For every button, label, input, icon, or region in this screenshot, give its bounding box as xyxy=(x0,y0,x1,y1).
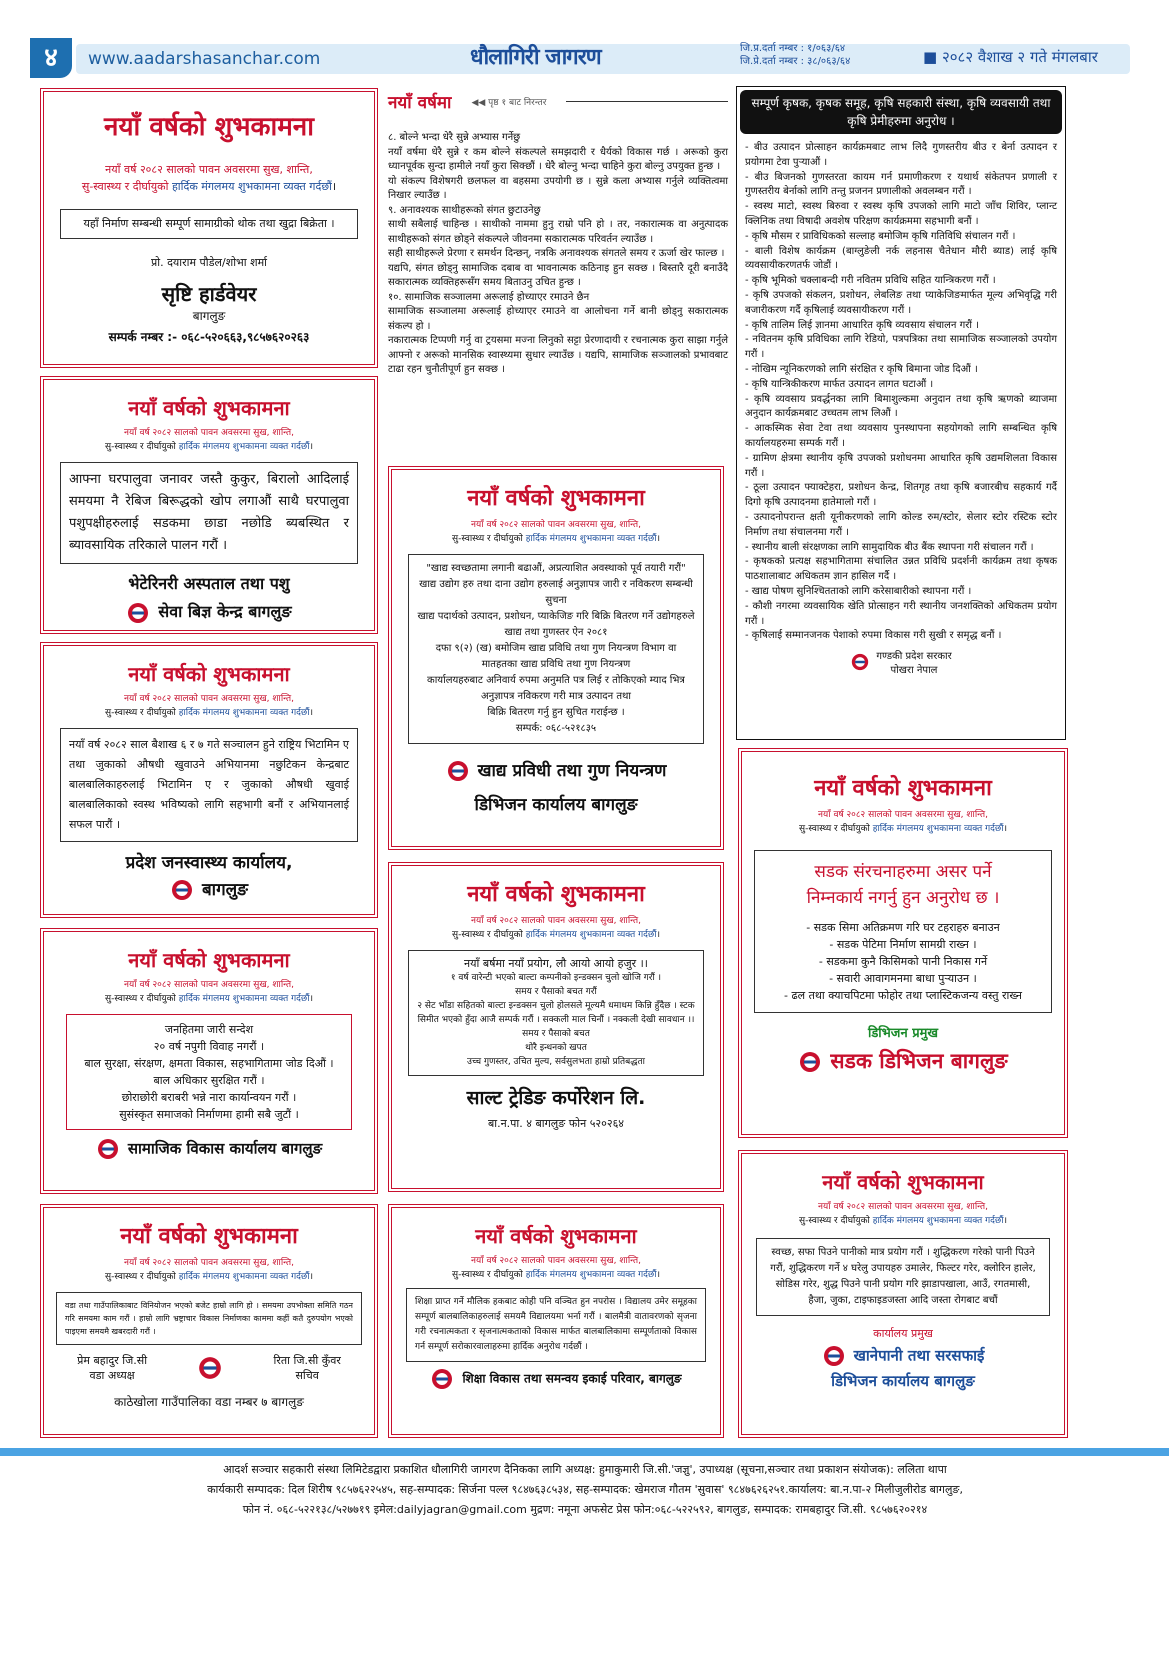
greeting-text: नयाँ वर्ष २०८२ सालको पावन अवसरमा सुख, शान्ति, सु-स्वास्थ्य र दीर्घायुको हार्दिक मंगलमय शुभकामना व्यक्त गर्दछौं। xyxy=(452,1256,660,1280)
ad-message: नयाँ बर्षमा नयाँ प्रयोग, लौ आयो आयो हजुर ।। १ वर्ष वारेन्टी भएको बाल्टा कम्पनीको इन्डक्सन चुलो खोजि गरौं । समय र पैसाको बचत गरौं २ सेट भाँडा सहितको बाल्टा इन्डक्सन चुलो होलसले मूल्यमै धमाधम किन्नि हुँदैछ । स्टक सिमीत भएको हुँदा आजै सम्पर्क गरौं । सक्कली माल चिनौं । नक्कली देखी सावधान ।। समय र पैसाको बचत थोरै इन्धनको खपत उच्च गुणस्तर, उचित मुल्य, सर्वसुलभता हाम्रो प्रतिबद्धता xyxy=(408,950,704,1076)
issuer: गण्डकी प्रदेश सरकार पोखरा नेपाल xyxy=(737,648,1065,676)
ad-health-office xyxy=(40,642,378,918)
nepal-emblem-icon xyxy=(430,1368,454,1390)
nepal-emblem-icon xyxy=(822,1345,846,1367)
masthead: धौलागिरी जागरण xyxy=(470,45,601,70)
org-name: सडक डिभिजन बागलुङ xyxy=(750,1047,1056,1075)
proprietors: प्रो. दयाराम पौडेल/शोभा शर्मा xyxy=(150,256,268,270)
ad-message: स्वच्छ, सफा पिउने पानीको मात्र प्रयोग गरौं । शुद्धिकरण गरेको पानी पिउने गरौं, शुद्धिकरण गर्ने ४ घरेलु उपायहरु उमालेर, फिल्टर गरेर, क्लोरिन हालेर, सोडिस गरेर, शुद्ध पिउने पानी प्रयोग गरि झाडापखाला, आउँ, रगतमासी, हैजा, जुका, टाइफाइडजस्ता आदि जस्ता रोगबाट बचौं xyxy=(756,1238,1050,1316)
nepal-emblem-icon xyxy=(197,1356,223,1380)
ad-srishti-hardware xyxy=(40,88,378,368)
ad-agriculture-appeal xyxy=(736,86,1066,740)
ad-food-technology xyxy=(388,466,724,850)
ad-water-sanitation xyxy=(738,1150,1068,1438)
greeting-text: नयाँ वर्ष २०८२ सालको पावन अवसरमा सुख, शान्ति, सु-स्वास्थ्य र दीर्घायुको हार्दिक मंगलमय शुभकामना व्यक्त गर्दछौं। xyxy=(799,810,1007,835)
footer-bar xyxy=(0,1448,1169,1456)
org-name-line1: भेटेरिनरी अस्पताल तथा पशु xyxy=(128,574,290,593)
org-name-line2: डिभिजन कार्यालय बागलुङ xyxy=(831,1372,975,1390)
ad-title: नयाँ वर्षको शुभकामना xyxy=(128,396,290,420)
ad-title: नयाँ वर्षको शुभकामना xyxy=(128,948,290,972)
ad-message: शिक्षा प्राप्त गर्ने मौलिक हकबाट कोही पनि वञ्चित हुन नपरोस । विद्यालय उमेर समूहका सम्पूर्ण बालबालिकाहरुलाई समयमै विद्यालयमा भर्ना गरौं । बालमैत्री वातावरणको सृजना गरी रचनात्मकता र सृजनात्मकताको विकास मार्फत बालबालिकामा सम्पूर्णताको विकास गर्न सम्पूर्ण सरोकारवालाहरुमा हार्दिक अनुरोध गर्दछौं । xyxy=(406,1288,706,1362)
page-header xyxy=(30,38,1130,78)
website-link[interactable]: www.aadarshasanchar.com xyxy=(88,49,321,69)
imprint-line-2: कार्यकारी सम्पादक: दिल शिरीष ९८५७६२२५४५, सह-सम्पादक: सिर्जना पल्ल ९८४७६३८५३४, सह-सम्पादक: खेमराज गौतम 'सुवास' ९८४७६२६२५१.कार्यालय: बा.न.पा-२ मिलीजुलीरोड बागलुङ, xyxy=(207,1483,963,1496)
ad-title: नयाँ वर्षको शुभकामना xyxy=(814,776,992,801)
org-name: काठेखोला गाउँपालिका वडा नम्बर ७ बागलुङ xyxy=(114,1395,304,1410)
ad-title: नयाँ वर्षको शुभकामना xyxy=(104,112,314,142)
ad-message: आफ्ना घरपालुवा जनावर जस्तै कुकुर, बिरालो आदिलाई समयमा नै रेबिज बिरूद्धको खोप लगाऔं साथै घरपालुवा पशुपक्षीहरुलाई सडकमा छाडा नछोडि ब्यबस्थित र ब्यावसायिक तरिकाले पालन गरौं । xyxy=(60,462,358,564)
greeting-text: नयाँ वर्ष २०८२ सालको पावन अवसरमा सुख, शान्ति, सु-स्वास्थ्य र दीर्घायुको हार्दिक मंगलमय शुभकामना व्यक्त गर्दछौं। xyxy=(105,980,313,1004)
greeting-text: नयाँ वर्ष २०८२ सालको पावन अवसरमा सुख, शान्ति, सु-स्वास्थ्य र दीर्घायुको हार्दिक मंगलमय शुभकामना व्यक्त गर्दछौं। xyxy=(105,694,313,718)
nepal-emblem-icon xyxy=(170,879,194,901)
office-head: कार्यालय प्रमुख xyxy=(873,1327,933,1340)
greeting-text: नयाँ वर्ष २०८२ सालको पावन अवसरमा सुख, शान्ति, सु-स्वास्थ्य र दीर्घायुको हार्दिक मंगलमय शुभकामना व्यक्त गर्दछौं। xyxy=(81,163,337,194)
ad-veterinary-hospital xyxy=(40,376,378,634)
org-name-line1: खानेपानी तथा सरसफाई xyxy=(750,1345,1056,1367)
nepal-emblem-icon xyxy=(96,1138,120,1160)
imprint-footer xyxy=(0,1448,1169,1654)
org-name: साल्ट ट्रेडिङ कर्पोरेशन लि. xyxy=(466,1087,646,1110)
ad-heading: सम्पूर्ण कृषक, कृषक समूह, कृषि सहकारी संस्था, कृषि व्यवसायी तथा कृषि प्रेमीहरुमा अनुरोध । xyxy=(740,90,1062,134)
ad-message: नयाँ वर्ष २०८२ साल बैशाख ६ र ७ गते सञ्चालन हुने राष्ट्रिय भिटामिन ए तथा जुकाको औषधी खुवाउने अभियानमा नछुटिकन केन्द्रबाट बालबालिकाहरुलाई भिटामिन ए र जुकाको औषधी खुवाई बालबालिकाको स्वस्थ भविष्यको लागि सहभागी बनौं र अभियानलाई सफल पारौं । xyxy=(60,728,358,842)
page-number: ४ xyxy=(30,38,72,78)
org-place: बागलुङ xyxy=(192,309,226,324)
greeting-text: नयाँ वर्ष २०८२ सालको पावन अवसरमा सुख, शान्ति, सु-स्वास्थ्य र दीर्घायुको हार्दिक मंगलमय शुभकामना व्यक्त गर्दछौं। xyxy=(105,1258,313,1283)
article xyxy=(388,90,728,452)
agriculture-list: - बीउ उत्पादन प्रोत्साहन कार्यक्रमबाट लाभ लिदै गुणस्तरीय बीउ र बेर्ना उत्पादन र प्रयोगमा टेवा पुऱ्याऔं । - बीउ बिजनको गुणस्तरता कायम गर्न प्रमाणीकरण र यथार्थ संकेतपन प्रणाली र गुणस्तरीय बेर्नाको लागि तन्तु प्रजनन प्रणालीको अवलम्बन गरौं । - स्वस्थ माटो, स्वस्थ बिरुवा र स्वस्थ कृषि उपजको लागि माटो जाँच शिविर, प्लान्ट क्लिनिक तथा विषादी अवशेष परिक्षण कार्यक्रममा सहभागी बनौं । - कृषि मौसम र प्राविधिकको सल्लाह बमोजिम कृषि गतिविधि संचालन गरौं । - बाली विशेष कार्यक्रम (बाग्लुङेली नर्क लहनास चैतेधान मौरी ब्याड) लाई कृषि व्यवसायीकरणतर्फ जोडौं । - कृषि भूमिको चक्लाबन्दी गरी नवितम प्रविधि सहित यान्त्रिकरण गरौं । - कृषि उपजको संकलन, प्रशोधन, लेबलिङ तथा प्याकेजिङमार्फत मूल्य अभिवृद्धि गरी बजारीकरण गर्दै कृषिलाई व्यवसायीकरण गरौं । - कृषि तालिम लिई ज्ञानमा आधारित कृषि व्यवसाय संचालन गरौं । - नवितनम कृषि प्रविधिका लागि रेडियो, पत्रपत्रिका तथा सामाजिक सञ्जालको उपयोग गरौं । - नोखिम न्यूनिकरणको लागि संरक्षित र कृषि बिमाना जोड दिऔं । - कृषि यान्त्रिकीकरण मार्फत उत्पादन लागत घटाऔं । - कृषि व्यवसाय प्रवर्द्धनका लागि बिमाशुल्कमा अनुदान तथा कृषि ऋणको ब्याजमा अनुदान कार्यक्रमबाट उच्चतम लाभ लिऔं । - आकस्मिक सेवा टेवा तथा व्यवसाय पुनस्थापना सहयोगको लागि सम्बन्धित कृषि कार्यालयहरुमा सम्पर्क गरौं । - ग्रामिण क्षेत्रमा स्थानीय कृषि उपजको प्रशोधनमा आधारित कृषि उद्यमशिलता विकास गरौं । - ठूला उत्पादन फ्याक्टेहरा, प्रशोधन केन्द्र, शितगृह तथा कृषि बजारबीच सहकार्य गर्दै दिगो कृषि उत्पादनमा हातेमालो गरौं । - उत्पादनोपरान्त क्षती यूनीकरणको लागि कोल्ड रुम/स्टोर, सेलार स्टोर रस्टिक स्टोर निर्माण तथा संचालनमा गरौं । - स्थानीय बाली संरक्षणका लागि सामुदायिक बीउ बैंक स्थापना गरी संचालन गरौं । - कृषकको प्रत्यक्ष सहभागितामा संचालित उन्नत प्रविधि प्रदर्शनी कार्यक्रम तथा कृषक पाठशालाबाट अधिकतम ज्ञान हासिल गर्दै । - खाद्य पोषण सुनिश्चितताको लागि करेसाबारीको स्थापना गरौं । - कौशी नगरमा व्यवसायिक खेति प्रोत्साहन गरी स्थानीय जनशक्तिको अधिकतम प्रयोग गरौं । - कृषिलाई सम्मानजनक पेशाको रुपमा विकास गरी सुखी र समृद्ध बनौं । xyxy=(745,142,1057,642)
ad-title: नयाँ वर्षको शुभकामना xyxy=(822,1170,984,1194)
ad-title: नयाँ वर्षको शुभकामना xyxy=(120,1224,298,1249)
nepal-emblem-icon xyxy=(798,1051,822,1073)
article-body: ८. बोल्ने भन्दा धेरै सुन्ने अभ्यास गर्नेछु नयाँ वर्षमा धेरै सुन्ने र कम बोल्ने संकल्पले समझदारी र धैर्यको विकास गर्छ । अरूको कुरा ध्यानपूर्वक सुन्दा हामीले नयाँ कुरा सिक्छौं । धेरै बोल्नु भन्दा चाहिने कुरा बोल्नु उपयुक्त हुन्छ । यो संकल्प विशेषगरी छलफल वा बहसमा उपयोगी छ । सुन्ने कला अभ्यास गर्नुले व्यक्तित्वमा निखार ल्याउँछ । ९. अनावश्यक साथीहरूको संगत छुटाउनेछु साथी सबैलाई चाहिन्छ । साथीको नाममा हुनु राम्रो पनि हो । तर, नकारात्मक वा अनुत्पादक साथीहरूको संगत छोड्ने संकल्पले जीवनमा सकारात्मक परिवर्तन ल्याउँछ । सही साथीहरूले प्रेरणा र समर्थन दिन्छन्, नत्रकि अनावश्यक संगतले समय र ऊर्जा खेर फाल्छ । यद्यपि, संगत छोड्नु सामाजिक दबाब वा भावनात्मक कठिनाइ हुन सक्छ । बिस्तारै दूरी बनाउँदै सकारात्मक व्यक्तिहरूसँग समय बिताउनु उचित हुन्छ । १०. सामाजिक सञ्जालमा अरूलाई होच्याएर रमाउने छैन सामाजिक सञ्जालमा अरूलाई होच्याएर रमाउने वा आलोचना गर्ने बानी छोड्नु सकारात्मक संकल्प हो । नकारात्मक टिप्पणी गर्नु वा ट्रयसमा मज्ना लिनुको सट्टा प्रेरणादायी र रचनात्मक कुरा साझा गर्नुले आफ्नो र अरूको मानसिक स्वास्थ्यमा सुधार ल्याउँछ । यद्यपि, सामाजिक सञ्जालको प्रभावबाट टाढा रहन चुनौतीपूर्ण हुन सक्छ । xyxy=(388,132,728,375)
ad-road-division xyxy=(738,748,1068,1138)
ad-message: वडा तथा गाउँपालिकाबाट विनियोजन भएको बजेट हाम्रो लागि हो । समयमा उपभोक्ता समिति गठन गरि समयमा काम गरौं । हाम्रो लागि भ्रष्ट्राचार विकास निर्माणका काममा कहीं कतै दुरुपयोग भएको पाइएमा समयमै खबरदारी गरौं । xyxy=(56,1292,362,1345)
org-name-line1: प्रदेश जनस्वास्थ्य कार्यालय, xyxy=(125,853,293,873)
org-name: शिक्षा विकास तथा समन्वय इकाई परिवार, बागलुङ xyxy=(400,1368,712,1390)
org-name: सामाजिक विकास कार्यालय बागलुङ xyxy=(52,1138,366,1160)
imprint-line-1: आदर्श सञ्चार सहकारी संस्था लिमिटेडद्वारा प्रकाशित धौलागिरी जागरण दैनिकका लागि अध्यक्ष: हुमाकुमारी जि.सी.'जज्ञु', उपाध्यक्ष (सूचना,सञ्चार तथा प्रकाशन संयोजक): ललिता थापा xyxy=(223,1463,947,1476)
org-name: सृष्टि हार्डवेयर xyxy=(161,282,257,307)
registration-info: जि.प्र.दर्ता नम्बर : १/०६३/६४ जि.प्रे.दर्ता नम्बर : ३८/०६३/६४ xyxy=(740,43,851,67)
ad-kathekhola-ward xyxy=(40,1204,378,1438)
greeting-text: नयाँ वर्ष २०८२ सालको पावन अवसरमा सुख, शान्ति, सु-स्वास्थ्य र दीर्घायुको हार्दिक मंगलमय शुभकामना व्यक्त गर्दछौं। xyxy=(452,520,660,545)
ad-education-unit xyxy=(388,1204,724,1438)
org-name-line2: डिभिजन कार्यालय बागलुङ xyxy=(474,795,638,816)
org-name-line2: सेवा बिज्ञ केन्द्र बागलुङ xyxy=(52,600,366,624)
ad-message: सडक संरचनाहरुमा असर पर्ने निम्नकार्य नगर्नु हुन अनुरोध छ । - सडक सिमा अतिक्रमण गरि घर टहराहरु बनाउन - सडक पेटिमा निर्माण सामग्री राख्न । - सडकमा कुनै किसिमको पानी निकास गर्ने - सवारी आवागमनमा बाधा पुऱ्याउन । - ढल तथा क्याचपिटमा फोहोर तथा प्लास्टिकजन्य वस्तु राख्न xyxy=(754,850,1052,1013)
ad-message: यहाँ निर्माण सम्बन्धी सम्पूर्ण सामाग्रीको थोक तथा खुद्रा बिक्रेता । xyxy=(60,209,358,239)
imprint-line-3: फोन नं. ०६८-५२२१३८/५२७७१९ इमेल:dailyjagran@gmail.com मुद्रण: नमूना अफसेट प्रेस फोन:०६८-५२२५९२, बागलुङ, सम्पादक: रामबहादुर जि.सी. ९८५७६२०२१४ xyxy=(242,1503,928,1516)
ad-title: नयाँ वर्षको शुभकामना xyxy=(128,662,290,686)
contact-number: सम्पर्क नम्बर :- ०६८-५२०६६३,९८५७६२०२६३ xyxy=(108,330,310,345)
ad-title: नयाँ वर्षको शुभकामना xyxy=(467,486,645,511)
article-title: नयाँ वर्षमा xyxy=(388,93,452,113)
ad-title: नयाँ वर्षको शुभकामना xyxy=(467,882,645,907)
greeting-text: नयाँ वर्ष २०८२ सालको पावन अवसरमा सुख, शान्ति, सु-स्वास्थ्य र दीर्घायुको हार्दिक मंगलमय शुभकामना व्यक्त गर्दछौं। xyxy=(452,916,660,941)
continued-from[interactable]: ◀◀ पृष्ठ १ बाट निरन्तर xyxy=(471,98,547,108)
contact-number: बा.न.पा. ४ बागलुङ फोन ५२०२६४ xyxy=(487,1117,625,1131)
org-name-line1: खाद्य प्रविधी तथा गुण नियन्त्रण xyxy=(400,758,712,782)
ad-salt-trading xyxy=(388,862,724,1192)
issue-date: ■ २०८२ वैशाख २ गते मंगलबार xyxy=(923,48,1098,66)
org-name-line2: बागलुङ xyxy=(52,877,366,901)
nepal-emblem-icon xyxy=(126,602,150,624)
ad-social-development xyxy=(40,928,378,1194)
nepal-emblem-icon xyxy=(446,760,470,782)
greeting-text: नयाँ वर्ष २०८२ सालको पावन अवसरमा सुख, शान्ति, सु-स्वास्थ्य र दीर्घायुको हार्दिक मंगलमय शुभकामना व्यक्त गर्दछौं। xyxy=(799,1202,1007,1226)
ad-message: जनहितमा जारी सन्देश २० वर्ष नपुगी विवाह नगरौं । बाल सुरक्षा, संरक्षण, क्षमता विकास, सहभागितामा जोड दिऔं । बाल अधिकार सुरक्षित गरौं । छोराछोरी बराबरी भन्ने नारा कार्यान्वयन गरौं । सुसंस्कृत समाजको निर्माणमा हामी सबै जुटौं । xyxy=(66,1014,352,1130)
ad-message: "खाद्य स्वच्छतामा लगानी बढाऔं, अप्रत्याशित अवस्थाको पूर्व तयारी गरौं" खाद्य उद्योग हरु तथा दाना उद्योग हरुलाई अनुज्ञापत्र जारी र नविकरण सम्बन्धी सुचना खाद्य पदार्थको उत्पादन, प्रशोधन, प्याकेजिङ गरि बिक्रि बितरण गर्ने उद्योगहरुले खाद्य तथा गुणस्तर ऐन २०८१ दफा ९(२) (ख) बमोजिम खाद्य प्रविधि तथा गुण नियन्त्रण विभाग वा मातहतका खाद्य प्रविधि तथा गुण नियन्त्रण कार्यालयहरुबाट अनिवार्य रुपमा अनुमति पत्र लिई र तोकिएको म्याद भित्र अनुज्ञापत्र नविकरण गरी मात्र उत्पादन तथा बिक्रि बितरण गर्नु हुन सुचित गराईन्छ । सम्पर्क: ०६८-५२१८३५ xyxy=(408,554,704,744)
ad-title: नयाँ वर्षको शुभकामना xyxy=(475,1224,637,1248)
signatories: प्रेम बहादुर जि.सी वडा अध्यक्ष रिता जि.सी कुँवर सचिव xyxy=(77,1354,341,1383)
greeting-text: नयाँ वर्ष २०८२ सालको पावन अवसरमा सुख, शान्ति, सु-स्वास्थ्य र दीर्घायुको हार्दिक मंगलमय शुभकामना व्यक्त गर्दछौं। xyxy=(105,428,313,452)
division-head: डिभिजन प्रमुख xyxy=(867,1026,939,1042)
nepal-emblem-icon xyxy=(850,653,870,671)
